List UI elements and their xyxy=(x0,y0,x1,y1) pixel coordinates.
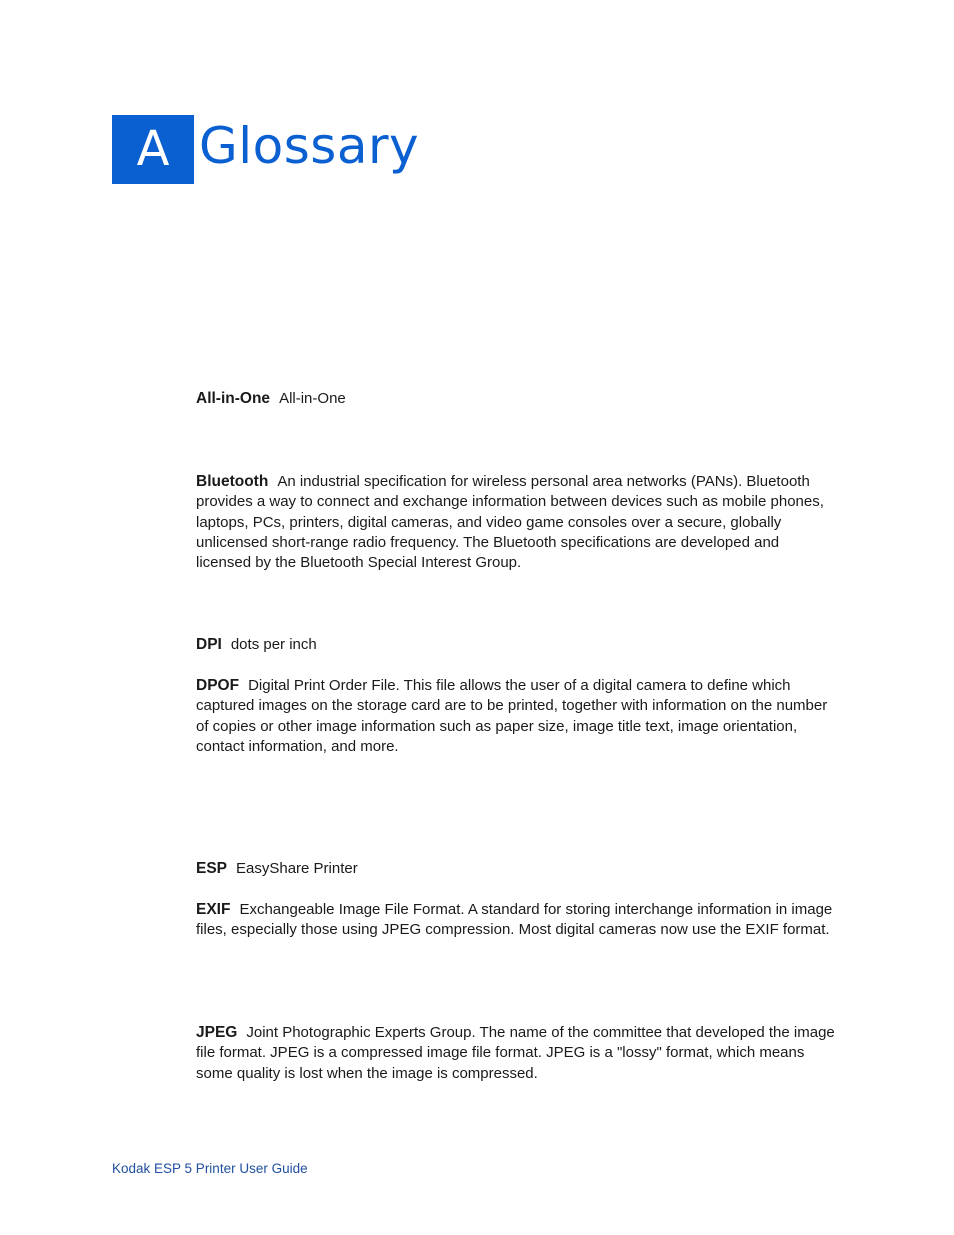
glossary-term: Bluetooth xyxy=(196,473,269,490)
glossary-term: ESP xyxy=(196,860,228,877)
glossary-entry-dpof xyxy=(196,676,836,757)
glossary-entry-dpi xyxy=(196,635,836,655)
glossary-term: All-in-One xyxy=(196,390,271,407)
glossary-definition: Exchangeable Image File Format. A standard for storing interchange information in image files, especially those using JPEG compression. Most digital cameras now use the EXIF format. xyxy=(196,901,833,939)
glossary-definition: An industrial specification for wireless personal area networks (PANs). Bluetooth provides a way to connect and exchange information between devices such as mobile phones, laptops, PCs, printers, digital cameras, and video game consoles over a secure, globally unlicensed short-range radio frequency. The Bluetooth specifications are developed and licensed by the Bluetooth Special Interest Group. xyxy=(196,473,824,572)
glossary-term: DPI xyxy=(196,636,222,653)
glossary-definition: Joint Photographic Experts Group. The name of the committee that developed the image file format. JPEG is a compressed image file format. JPEG is a "lossy" format, which means some quality is lost when the image is compressed. xyxy=(196,1024,835,1082)
glossary-definition: dots per inch xyxy=(230,636,317,653)
glossary-definition: Digital Print Order File. This file allows the user of a digital camera to define which captured images on the storage card are to be printed, together with information on the number of copies or other image information such as paper size, image title text, image orientation, contact information, and more. xyxy=(196,677,828,755)
chapter-letter-badge: A xyxy=(112,115,194,184)
glossary-term: EXIF xyxy=(196,901,231,918)
glossary-entry-esp xyxy=(196,859,836,879)
glossary-definition: EasyShare Printer xyxy=(236,860,358,877)
glossary-term: JPEG xyxy=(196,1024,238,1041)
glossary-term: DPOF xyxy=(196,677,240,694)
page-footer: Kodak ESP 5 Printer User Guide xyxy=(112,1161,308,1176)
glossary-entry-jpeg xyxy=(196,1023,836,1084)
glossary-entry-exif xyxy=(196,900,836,941)
glossary-entry-all-in-one xyxy=(196,389,836,409)
page-title: Glossary xyxy=(199,117,420,175)
glossary-definition: All-in-One xyxy=(279,390,346,407)
glossary-entry-bluetooth xyxy=(196,472,836,573)
